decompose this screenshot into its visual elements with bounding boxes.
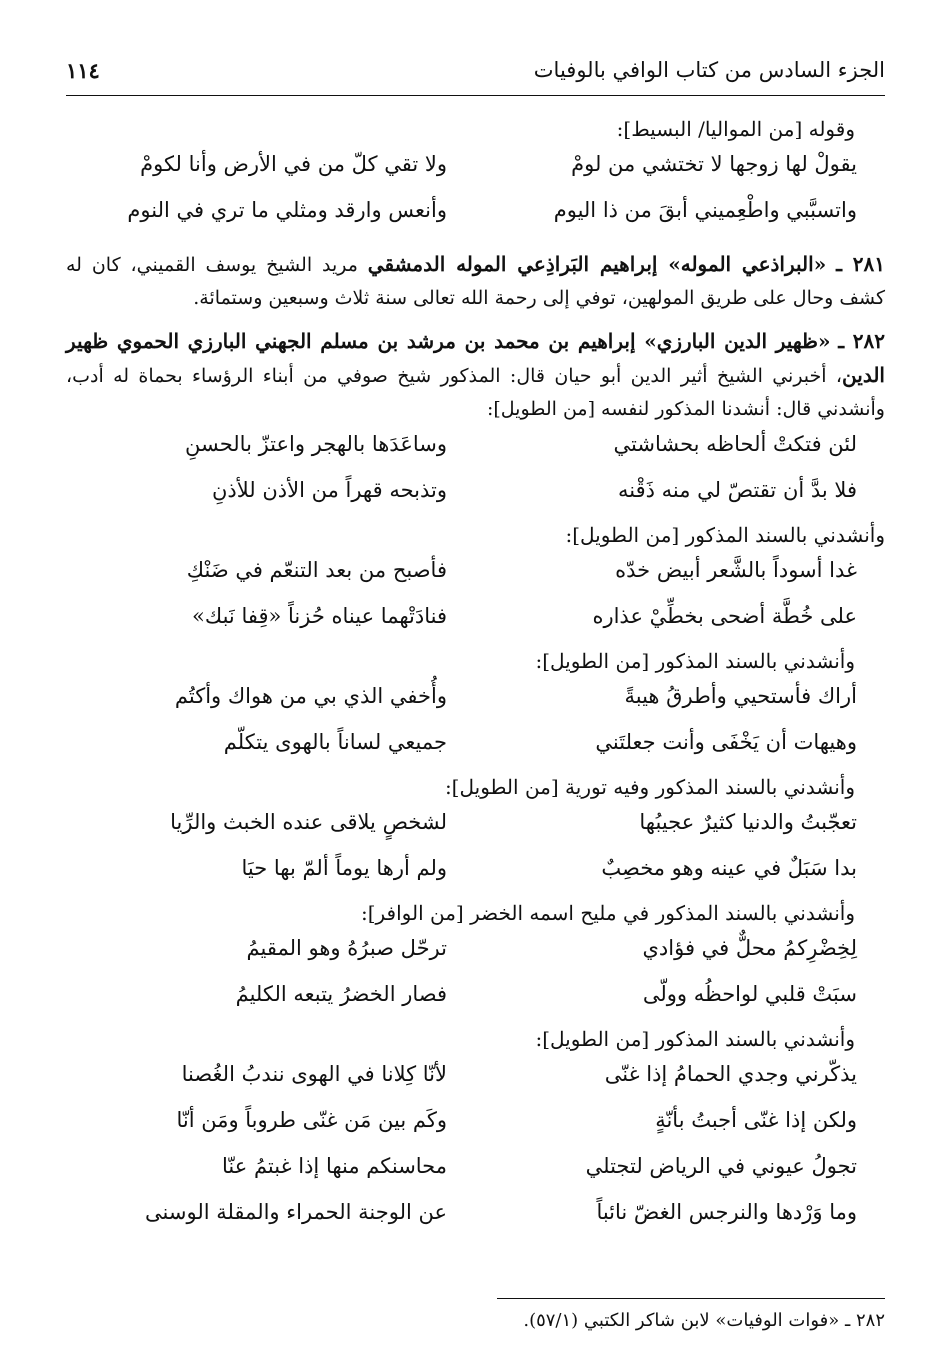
- verse-line: [66, 930, 885, 976]
- second-hemistich: لشخصٍ يلاقى عنده الخبث والرِّيا: [170, 810, 447, 834]
- verse-line: [66, 1194, 885, 1240]
- verse-line: [66, 426, 885, 472]
- first-hemistich: يذكّرني وجدي الحمامُ إذا غنّى: [604, 1062, 857, 1086]
- verse-line: [66, 1102, 885, 1148]
- second-hemistich: عن الوجنة الحمراء والمقلة الوسنى: [145, 1200, 447, 1224]
- entry-282: [66, 325, 885, 426]
- verse-line: [66, 192, 885, 238]
- entry-number: ٢٨٢ ـ: [838, 329, 885, 353]
- first-hemistich: وهيهات أن يَخْفَى وأنت جعلتَني: [595, 730, 857, 754]
- meter-intro: وأنشدني بالسند المذكور [من الطويل]:: [535, 1027, 855, 1051]
- second-hemistich: وأنعس وارقد ومثلي ما تري في النوم: [127, 198, 447, 222]
- second-hemistich: فنادَتْهما عيناه حُزناً «قِفا نَبك»: [192, 604, 447, 628]
- verse-line: [66, 850, 885, 896]
- meter-intro: وأنشدني بالسند المذكور في مليح اسمه الخضر [من الوافر]:: [360, 901, 855, 925]
- verse-line: [66, 552, 885, 598]
- running-title: الجزء السادس من كتاب الوافي بالوفيات: [533, 58, 885, 82]
- first-hemistich: تجولُ عيوني في الرياض لتجتلي: [585, 1154, 857, 1178]
- footnote-rule: [497, 1298, 885, 1299]
- second-hemistich: فصار الخضرُ يتبعه الكليمُ: [235, 982, 447, 1006]
- second-hemistich: وساعَدَها بالهجر واعتزّ بالحسنِ: [185, 432, 447, 456]
- first-hemistich: تعجّبتُ والدنيا كثيرٌ عجيبُها: [639, 810, 857, 834]
- first-hemistich: بدا سَبَلٌ في عينه وهو مخصِبٌ: [601, 856, 857, 880]
- entry-heading: «ظهير الدين البارزي» إبراهيم بن محمد بن مرشد بن مسلم الجهني البارزي الحموي ظهير الدين: [66, 329, 885, 387]
- second-hemistich: ولا تقي كلّ من في الأرض وأنا لكومْ: [140, 152, 447, 176]
- second-hemistich: وأُخفي الذي بي من هواك وأكتُم: [174, 684, 447, 708]
- second-hemistich: محاسنكم منها إذا غبتمُ عنّا: [222, 1154, 447, 1178]
- second-hemistich: جميعي لساناً بالهوى يتكلّم: [223, 730, 447, 754]
- verse-line: [66, 976, 885, 1022]
- entry-text: مريد الشيخ يوسف القميني، كان له كشف وحال على طريق المولهين، توفي إلى رحمة الله تعالى سنة ثلاث وسبعين وستمائة.: [66, 254, 885, 309]
- first-hemistich: لِخِضْرِكمُ محلٌّ في فؤادي: [642, 936, 857, 960]
- entry-281: [66, 248, 885, 315]
- verse-line: [66, 724, 885, 770]
- second-hemistich: ترحّل صبرُهُ وهو المقيمُ: [246, 936, 447, 960]
- meter-intro: وأنشدني بالسند المذكور [من الطويل]:: [535, 649, 855, 673]
- entry-number: ٢٨١ ـ: [836, 252, 885, 276]
- verse-line: [66, 598, 885, 644]
- entry-heading: «البراذعي الموله» إبراهيم البَراذِعي الموله الدمشقي: [367, 252, 827, 276]
- first-hemistich: غدا أسوداً بالشَّعر أبيض خدّه: [615, 558, 857, 582]
- first-hemistich: سبَتْ قلبي لواحظُه وولّى: [642, 982, 857, 1006]
- page-body: [66, 112, 885, 1240]
- first-hemistich: ولكن إذا غنّى أجبتُ بأنّةٍ: [655, 1108, 857, 1132]
- meter-intro: وأنشدني بالسند المذكور [من الطويل]:: [565, 523, 885, 547]
- header-rule: [66, 95, 885, 96]
- page-header: [66, 50, 885, 96]
- verse-line: [66, 1056, 885, 1102]
- verse-line: [66, 472, 885, 518]
- verse-line: [66, 804, 885, 850]
- first-hemistich: على خُطَّة أضحى بخطِّيْ عذاره: [592, 604, 857, 628]
- verse-line: [66, 1148, 885, 1194]
- page-number: ١١٤: [66, 58, 100, 83]
- first-hemistich: فلا بدَّ أن تقتصّ لي منه ذَقْنه: [617, 478, 857, 502]
- second-hemistich: وكَم بين مَن غنّى طروباً ومَن أنّا: [176, 1108, 447, 1132]
- first-hemistich: لئن فتكتْ ألحاظه بحشاشتي: [613, 432, 857, 456]
- meter-intro: وقوله [من المواليا/ البسيط]:: [616, 117, 855, 141]
- second-hemistich: فأصبح من بعد التنعّم في ضَنْكِ: [186, 558, 447, 582]
- first-hemistich: يقولْ لها زوجها لا تختشي من لومْ: [571, 152, 857, 176]
- verse-line: [66, 146, 885, 192]
- first-hemistich: واتسبَّبي واطْعِميني أبقَ من ذا اليوم: [553, 198, 857, 222]
- second-hemistich: لأنّا كِلانا في الهوى نندبُ الغُصنا: [181, 1062, 447, 1086]
- second-hemistich: وتذبحه قهراً من الأذن للأذنِ: [211, 478, 447, 502]
- second-hemistich: ولم أرها يوماً ألمّ بها حيَا: [241, 856, 447, 880]
- entry-text: ، أخبرني الشيخ أثير الدين أبو حيان قال: المذكور شيخ صوفي من أبناء الرؤساء بحماة له أدب، وأنشدني قال: أنشدنا المذكور لنفسه [من الطويل]:: [66, 365, 885, 420]
- verse-line: [66, 678, 885, 724]
- first-hemistich: وما وَرْدها والنرجس الغضّ نائباً: [596, 1200, 857, 1224]
- first-hemistich: أراك فأستحيي وأطرقُ هيبةً: [624, 684, 857, 708]
- footnote: ٢٨٢ ـ «فوات الوفيات» لابن شاكر الكتبي (٥٧/١).: [523, 1310, 885, 1331]
- meter-intro: وأنشدني بالسند المذكور وفيه تورية [من الطويل]:: [444, 775, 855, 799]
